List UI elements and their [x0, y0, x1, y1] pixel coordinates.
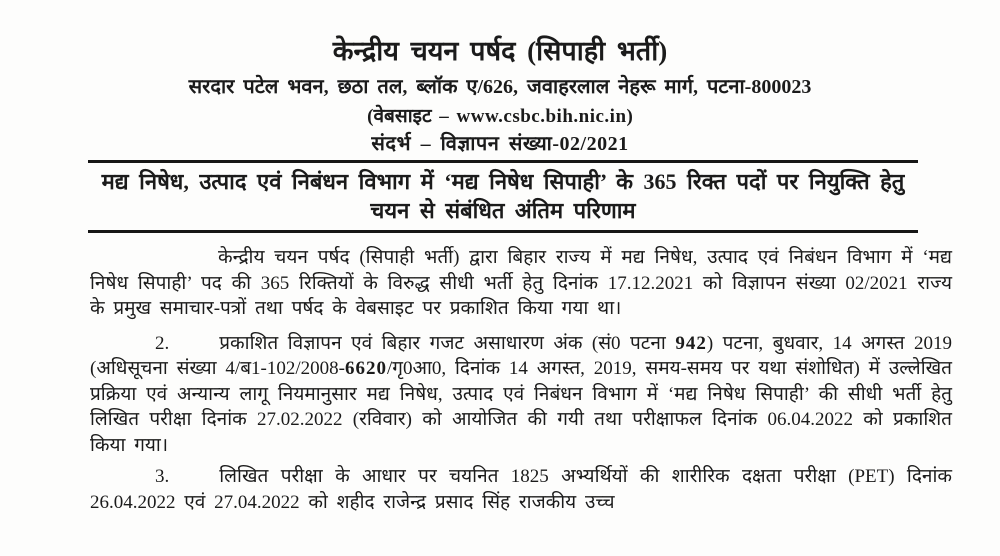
paragraph-3-text: लिखित परीक्षा के आधार पर चयनित 1825 अभ्यर्थियों की शारीरिक दक्षता परीक्षा (PET) दिनांक 26.04.2022 एवं 27.04.2022 को शहीद राजेन्द्र प्रसाद सिंह राजकीय उच्च [90, 466, 952, 513]
notification-number-bold: 6620 [344, 358, 387, 379]
paragraph-3 [90, 464, 952, 515]
reference-line: संदर्भ – विज्ञापन संख्या-02/2021 [371, 133, 629, 155]
website-line [0, 104, 1000, 129]
org-address: सरदार पटेल भवन, छठा तल, ब्लॉक ए/626, जवाहरलाल नेहरू मार्ग, पटना-800023 [188, 76, 812, 98]
paragraph-2-number: 2. [155, 332, 170, 354]
org-title: केन्द्रीय चयन पर्षद (सिपाही भर्ती) [332, 36, 668, 66]
paragraph-3-number: 3. [155, 466, 170, 487]
gazette-number-bold: 942 [675, 332, 707, 354]
paragraph-2-text-a: प्रकाशित विज्ञापन एवं बिहार गजट असाधारण अंक (सं0 पटना [219, 332, 676, 354]
notice-headline: मद्य निषेध, उत्पाद एवं निबंधन विभाग में ‘मद्य निषेध सिपाही’ के 365 रिक्त पदों पर नियुक्ति हेतु चयन से संबंधित अंतिम परिणाम [88, 160, 918, 233]
paragraph-1: केन्द्रीय चयन पर्षद (सिपाही भर्ती) द्वारा बिहार राज्य में मद्य निषेध, उत्पाद एवं निबंधन विभाग में ‘मद्य निषेध सिपाही’ पद की 365 रिक्तियों के विरुद्ध सीधी भर्ती हेतु दिनांक 17.12.2021 को विज्ञापन संख्या 02/2021 राज्य के प्रमुख समाचार-पत्रों तथा पर्षद के वेबसाइट पर प्रकाशित किया गया था। [90, 247, 952, 319]
paragraph-2-text-c: /गृ0आ0, दिनांक 14 अगस्त, 2019, समय-समय पर यथा संशोधित) में उल्लेखित प्रक्रिया एवं अन्यान्य लागू नियमानुसार मद्य निषेध, उत्पाद एवं निबंधन विभाग में ‘मद्य निषेध सिपाही’ की सीधी भर्ती हेतु लिखित परीक्षा दिनांक 27.02.2022 (रविवार) को आयोजित की गयी तथा परीक्षाफल दिनांक 06.04.2022 को प्रकाशित किया गया। [90, 358, 952, 456]
website-prefix: (वेबसाइट – [367, 106, 457, 127]
paragraph-2-text-b: ) पटना, बुधवार, 14 अगस्त 2019 (अधिसूचना संख्या 4/ब1-102/2008- [90, 332, 952, 379]
website-url: www.csbc.bih.nic.in [456, 106, 627, 127]
paragraph-2 [90, 331, 952, 459]
website-suffix: ) [626, 106, 633, 127]
